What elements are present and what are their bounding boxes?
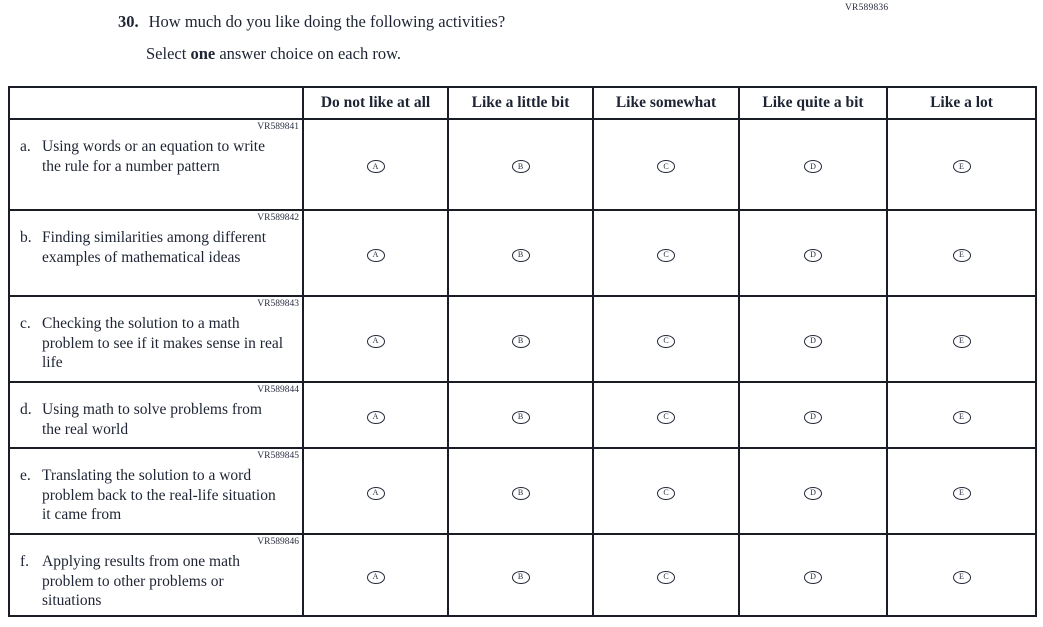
answer-bubble-c[interactable]: C [657,571,675,584]
row-text: Using words or an equation to write the rule for a number pattern [42,138,265,175]
row-text: Applying results from one math problem to other problems or situations [42,553,241,609]
column-header-like-a-little-bit: Like a little bit [448,87,593,119]
row-letter: f. [20,553,30,570]
row-code: VR589843 [257,299,299,309]
answer-bubble-c[interactable]: C [657,411,675,424]
answer-bubble-c[interactable]: C [657,160,675,173]
answer-bubble-c[interactable]: C [657,335,675,348]
column-header-like-a-lot: Like a lot [887,87,1036,119]
answer-bubble-d[interactable]: D [804,335,822,348]
question-text: How much do you like doing the following activities? [148,12,506,31]
instruction-bold: one [190,44,216,63]
instruction-pre: Select [146,44,191,63]
answer-bubble-a[interactable]: A [367,487,385,500]
row-letter: e. [20,467,31,484]
table-row [9,296,1036,382]
answer-bubble-c[interactable]: C [657,249,675,262]
row-code: VR589841 [257,122,299,132]
answer-bubble-d[interactable]: D [804,487,822,500]
row-letter: b. [20,229,32,246]
answer-bubble-e[interactable]: E [953,160,971,173]
table-body [9,119,1036,616]
row-label [20,400,299,439]
answer-bubble-d[interactable]: D [804,249,822,262]
answer-bubble-e[interactable]: E [953,487,971,500]
row-code: VR589845 [257,451,299,461]
row-code: VR589842 [257,213,299,223]
column-header-like-quite-a-bit: Like quite a bit [739,87,887,119]
header-empty-cell [9,87,303,119]
answer-bubble-e[interactable]: E [953,411,971,424]
row-letter: d. [20,401,32,418]
answer-bubble-c[interactable]: C [657,487,675,500]
answer-bubble-a[interactable]: A [367,160,385,173]
row-text: Using math to solve problems from the real world [42,401,262,438]
row-label [20,552,299,611]
row-code: VR589846 [257,537,299,547]
answer-bubble-a[interactable]: A [367,411,385,424]
column-header-like-somewhat: Like somewhat [593,87,739,119]
answer-grid [8,86,1037,617]
row-code: VR589844 [257,385,299,395]
answer-bubble-b[interactable]: B [512,411,530,424]
instruction-post: answer choice on each row. [215,44,402,63]
answer-bubble-d[interactable]: D [804,160,822,173]
row-text: Translating the solution to a word problem back to the real-life situation it came from [42,467,276,523]
row-label [20,228,299,267]
answer-bubble-b[interactable]: B [512,487,530,500]
table-row [9,210,1036,296]
answer-bubble-e[interactable]: E [953,335,971,348]
answer-bubble-a[interactable]: A [367,249,385,262]
row-letter: a. [20,138,31,155]
answer-bubble-a[interactable]: A [367,335,385,348]
answer-bubble-b[interactable]: B [512,571,530,584]
answer-bubble-a[interactable]: A [367,571,385,584]
question-instruction [146,44,401,64]
column-header-do-not-like-at-all: Do not like at all [303,87,448,119]
answer-bubble-e[interactable]: E [953,249,971,262]
answer-bubble-d[interactable]: D [804,571,822,584]
question [118,12,505,32]
table-row [9,382,1036,448]
row-text: Finding similarities among different examples of mathematical ideas [42,229,267,266]
table-row [9,448,1036,534]
page-code: VR589836 [845,3,889,13]
answer-bubble-b[interactable]: B [512,160,530,173]
answer-bubble-b[interactable]: B [512,335,530,348]
header-row [9,87,1036,119]
row-letter: c. [20,315,31,332]
answer-bubble-d[interactable]: D [804,411,822,424]
answer-bubble-e[interactable]: E [953,571,971,584]
row-text: Checking the solution to a math problem to see if it makes sense in real life [42,315,284,371]
table-row [9,534,1036,616]
question-number: 30. [118,12,139,31]
row-label [20,314,299,373]
table-row [9,119,1036,210]
answer-bubble-b[interactable]: B [512,249,530,262]
row-label [20,466,299,525]
row-label [20,137,299,176]
